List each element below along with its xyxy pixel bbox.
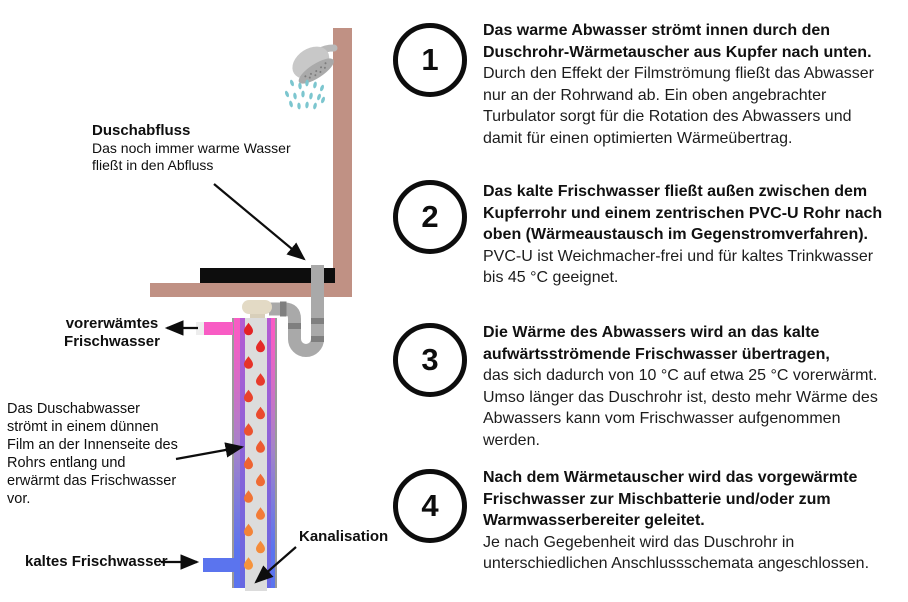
step-4-text: [483, 467, 895, 575]
step-3-badge: [393, 323, 467, 397]
droplet-icon: [244, 356, 253, 369]
label-preheated-line: Frischwasser: [64, 333, 160, 350]
droplet-icon: [256, 440, 265, 453]
spray-drop-icon: [297, 102, 301, 109]
spray-drop-icon: [301, 91, 305, 98]
droplet-icon: [256, 373, 265, 386]
step-1-number: 1: [421, 42, 439, 77]
step-2-number: 2: [421, 199, 439, 234]
label-film-line: Das Duschabwasser: [7, 401, 140, 417]
droplet-icon: [244, 423, 253, 436]
wastewater-droplets: [244, 323, 265, 570]
droplet-icon: [256, 507, 265, 520]
spray-drop-icon: [309, 92, 314, 99]
step-4-badge: [393, 469, 467, 543]
label-film-line: Rohrs entlang und: [7, 455, 126, 471]
water-spray-icon: [284, 79, 326, 109]
step-2-text: [483, 181, 895, 289]
step-3-number: 3: [421, 342, 439, 377]
spray-drop-icon: [313, 102, 318, 109]
label-duschabfluss-title: Duschabfluss: [92, 122, 191, 139]
step-3-body: das sich dadurch von 10 °C auf etwa 25 °C vorerwärmt. Umso länger das Duschrohr ist, desto mehr Wärme des Abwassers kann vom Frischwasser aufgenommen werden.: [483, 367, 878, 449]
label-preheated-line: vorerwämtes: [65, 315, 159, 332]
droplet-icon: [256, 474, 265, 487]
step-4-body: Je nach Gegebenheit wird das Duschrohr in unterschiedlichen Anschlussschemata angeschlossen.: [483, 533, 870, 572]
spray-drop-icon: [284, 90, 290, 98]
droplet-icon: [244, 557, 253, 570]
label-kanalisation: Kanalisation: [299, 528, 389, 545]
label-film-line: strömt in einem dünnen: [7, 419, 159, 435]
label-film-line: vor.: [7, 491, 31, 507]
shower-head-icon: [286, 40, 337, 88]
arrow-duschabfluss: [214, 184, 304, 259]
step-4-number: 4: [421, 488, 439, 523]
droplet-icon: [256, 340, 265, 353]
spray-drop-icon: [288, 100, 293, 107]
step-3-text: [483, 322, 895, 451]
step-1-bold: Das warme Abwasser strömt innen durch den Duschrohr-Wärmetauscher aus Kupfer nach unten.: [483, 22, 872, 61]
step-3-bold: Die Wärme des Abwassers wird an das kalte aufwärtsströmende Frischwasser übertragen,: [483, 324, 830, 363]
spray-drop-icon: [320, 96, 326, 104]
droplet-icon: [244, 524, 253, 537]
spray-drop-icon: [319, 84, 325, 92]
spray-drop-icon: [313, 81, 318, 88]
step-2-body: PVC-U ist Weichmacher-frei und für kaltes Trinkwasser bis 45 °C geeignet.: [483, 247, 874, 286]
step-2-badge: [393, 180, 467, 254]
droplet-icon: [244, 323, 253, 336]
spray-drop-icon: [305, 101, 309, 108]
droplet-icon: [244, 490, 253, 503]
label-film-flow: [7, 400, 197, 508]
spray-drop-icon: [289, 79, 295, 87]
label-duschabfluss-line: fließt in den Abfluss: [92, 157, 214, 173]
step-1-body: Durch den Effekt der Filmströmung fließt das Abwasser nur an der Rohrwand ab. Ein oben angebrachter Turbulator sorgt für die Rotation des Abwassers und damit für einen optimierten Wärmeübertrag.: [483, 65, 874, 147]
droplet-icon: [256, 407, 265, 420]
label-duschabfluss-line: Das noch immer warme Wasser: [92, 139, 291, 156]
label-duschabfluss: [92, 122, 302, 175]
label-film-line: Film an der Innenseite des: [7, 437, 178, 453]
spray-drop-icon: [316, 93, 321, 101]
label-film-line: erwärmt das Frischwasser: [7, 473, 177, 489]
step-1-badge: [393, 23, 467, 97]
spray-drop-icon: [293, 92, 297, 99]
droplet-icon: [256, 541, 265, 554]
step-2-bold: Das kalte Frischwasser fließt außen zwischen dem Kupferrohr und einem zentrischen PVC-U Rohr nach oben (Wärmeaustausch im Gegenstromverfahren).: [483, 183, 883, 243]
label-preheated-water: [58, 315, 166, 351]
droplet-icon: [244, 457, 253, 470]
step-1-text: [483, 20, 895, 149]
step-4-bold: Nach dem Wärmetauscher wird das vorgewärmte Frischwasser zur Mischbatterie und/oder zum Warmwasserbereiter geleitet.: [483, 469, 858, 529]
droplet-icon: [244, 390, 253, 403]
label-cold-water: kaltes Frischwasser: [25, 553, 168, 570]
annotation-arrows: [161, 184, 304, 582]
